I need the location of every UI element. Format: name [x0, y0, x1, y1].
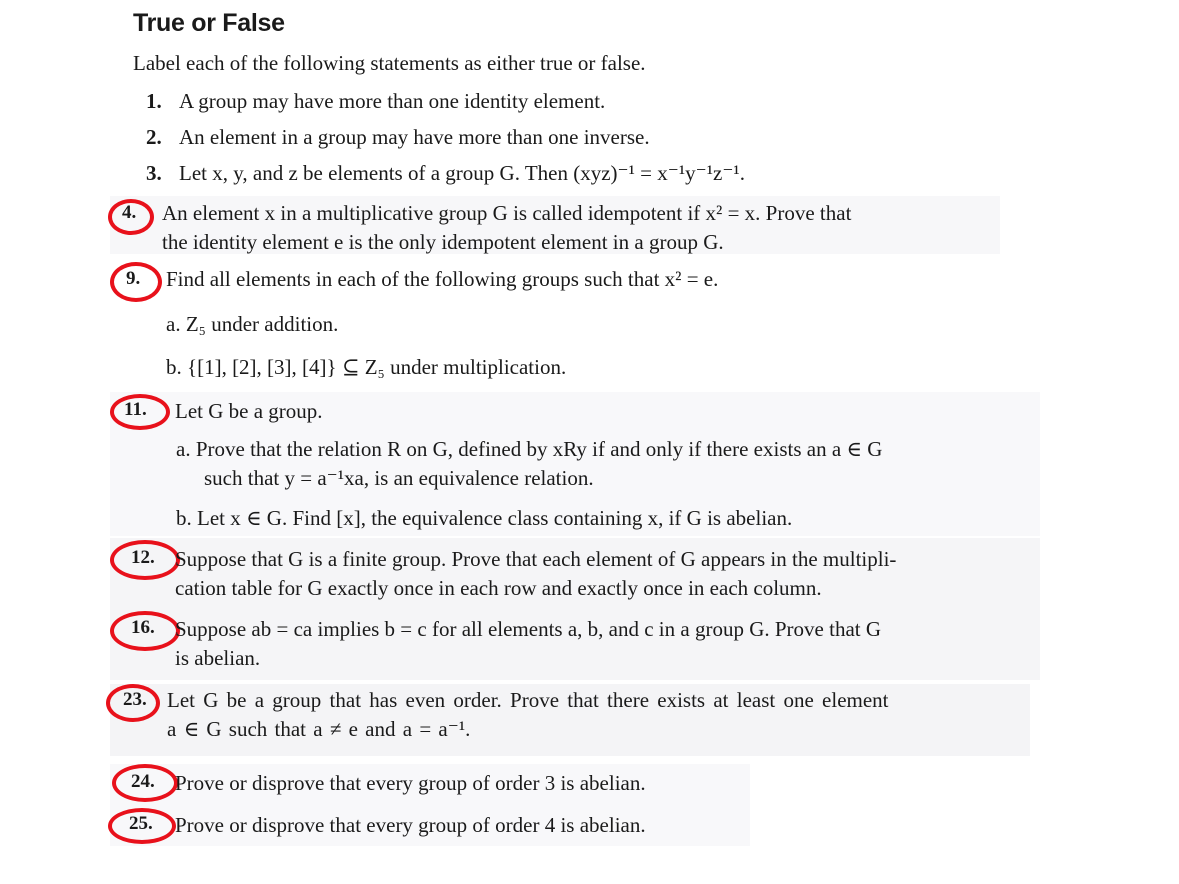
- exercise-text: Prove or disprove that every group of order 3 is abelian.: [175, 771, 646, 795]
- exercise-number: 25.: [129, 813, 153, 834]
- exercise-number: 11.: [124, 399, 147, 420]
- tf-item-text: An element in a group may have more than one inverse.: [179, 125, 650, 149]
- exercise-text: Suppose ab = ca implies b = c for all elements a, b, and c in a group G. Prove that G: [175, 617, 882, 641]
- page-title: True or False: [133, 9, 285, 37]
- tf-item-text: Let x, y, and z be elements of a group G. Then (xyz)⁻¹ = x⁻¹y⁻¹z⁻¹.: [179, 161, 745, 185]
- exercise-text: Prove or disprove that every group of order 4 is abelian.: [175, 813, 646, 837]
- tf-item-number: 3.: [146, 161, 162, 185]
- exercise-text: Let G be a group that has even order. Prove that there exists at least one element: [167, 688, 889, 712]
- tf-item-number: 2.: [146, 125, 162, 149]
- exercise-part: b. {[1], [2], [3], [4]} ⊆ Z₅ under multiplication.: [166, 355, 567, 379]
- exercise-number: 12.: [131, 547, 155, 568]
- exercise-number: 24.: [131, 771, 155, 792]
- exercise-text: Find all elements in each of the following groups such that x² = e.: [166, 267, 719, 291]
- tf-item-number: 1.: [146, 89, 162, 113]
- exercise-text: is abelian.: [175, 646, 261, 670]
- exercise-part: a. Z₅ under addition.: [166, 312, 339, 336]
- exercise-number: 23.: [123, 689, 147, 710]
- exercise-text: Let G be a group.: [175, 399, 323, 423]
- exercise-text: a ∈ G such that a ≠ e and a = a⁻¹.: [167, 717, 471, 741]
- exercise-text: the identity element e is the only idempotent element in a group G.: [162, 230, 724, 254]
- exercise-number: 9.: [126, 268, 141, 289]
- exercise-text: Suppose that G is a finite group. Prove that each element of G appears in the multipli-: [175, 547, 897, 571]
- exercise-part: a. Prove that the relation R on G, defined by xRy if and only if there exists an a ∈ G: [176, 437, 883, 461]
- exercise-part: b. Let x ∈ G. Find [x], the equivalence class containing x, if G is abelian.: [176, 506, 793, 530]
- tf-item-text: A group may have more than one identity element.: [179, 89, 606, 113]
- exercise-number: 16.: [131, 617, 155, 638]
- exercise-text: An element x in a multiplicative group G is called idempotent if x² = x. Prove that: [162, 201, 852, 225]
- exercise-part: such that y = a⁻¹xa, is an equivalence relation.: [204, 466, 594, 490]
- exercise-number: 4.: [122, 202, 137, 223]
- instructions: Label each of the following statements as either true or false.: [133, 51, 646, 75]
- exercise-text: cation table for G exactly once in each row and exactly once in each column.: [175, 576, 822, 600]
